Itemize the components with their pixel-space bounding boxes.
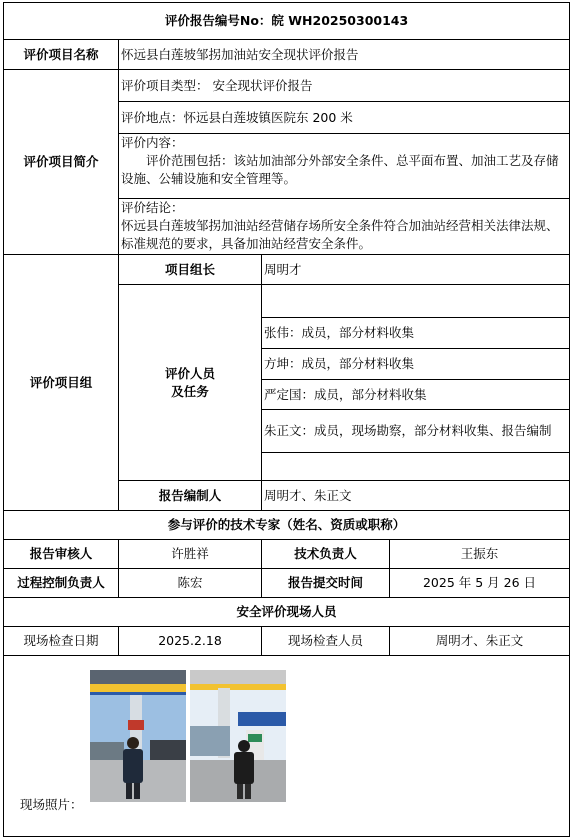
report-number-row [4, 3, 570, 40]
members-label-line-1: 评价人员 [164, 365, 215, 381]
member-cell: 朱正文：成员，现场勘察，部分材料收集、报告编制 [262, 410, 570, 453]
member-cell: 方坤：成员，部分材料收集 [262, 349, 570, 380]
report-number-value: No：皖 WH20250300143 [239, 13, 409, 28]
review-row [4, 540, 570, 569]
process-value: 陈宏 [119, 569, 262, 598]
leader-label: 项目组长 [119, 255, 262, 285]
intro-label: 评价项目简介 [4, 70, 119, 255]
tech-lead-label: 技术负责人 [262, 540, 390, 569]
members-label-line-2: 及任务 [171, 383, 209, 399]
intro-type-row [4, 70, 570, 102]
evaluation-info-table [3, 2, 570, 837]
site-photo-1 [90, 670, 186, 802]
intro-type: 评价项目类型： 安全现状评价报告 [119, 70, 570, 102]
author-label: 报告编制人 [119, 481, 262, 511]
site-date-label: 现场检查日期 [4, 627, 119, 656]
process-row [4, 569, 570, 598]
project-name-value: 怀远县白莲坡邹拐加油站安全现状评价报告 [119, 40, 570, 70]
member-cell [262, 453, 570, 481]
leader-value: 周明才 [262, 255, 570, 285]
experts-header: 参与评价的技术专家（姓名、资质或职称） [4, 511, 570, 540]
site-header: 安全评价现场人员 [4, 598, 570, 627]
gas-station-photo-2 [190, 670, 286, 802]
project-name-row [4, 40, 570, 70]
experts-header-row [4, 511, 570, 540]
team-leader-row [4, 255, 570, 285]
submit-value: 2025 年 5 月 26 日 [390, 569, 570, 598]
photo-row [4, 656, 570, 837]
intro-content [119, 134, 570, 199]
reviewer-value: 许胜祥 [119, 540, 262, 569]
intro-conclusion-title: 评价结论： [121, 200, 184, 215]
report-number-cell [4, 3, 570, 40]
site-people-value: 周明才、朱正文 [390, 627, 570, 656]
reviewer-label: 报告审核人 [4, 540, 119, 569]
gas-station-photo-1 [90, 670, 186, 802]
site-photo-2 [190, 670, 286, 802]
tech-lead-value: 王振东 [390, 540, 570, 569]
intro-conclusion-body: 怀远县白莲坡邹拐加油站经营储存场所安全条件符合加油站经营相关法律法规、标准规范的要求，具备加油站经营安全条件。 [121, 218, 559, 251]
team-label: 评价项目组 [4, 255, 119, 511]
member-cell: 张伟：成员，部分材料收集 [262, 318, 570, 349]
site-people-label: 现场检查人员 [262, 627, 390, 656]
author-value: 周明才、朱正文 [262, 481, 570, 511]
members-label [119, 285, 262, 481]
member-cell: 严定国：成员，部分材料收集 [262, 380, 570, 410]
photo-area [4, 656, 569, 836]
site-date-value: 2025.2.18 [119, 627, 262, 656]
photo-label: 现场照片： [20, 797, 83, 812]
intro-content-title: 评价内容： [121, 135, 184, 150]
site-info-row [4, 627, 570, 656]
intro-content-body: 评价范围包括：该站加油部分外部安全条件、总平面布置、加油工艺及存储设施、公辅设施和安全管理等。 [121, 153, 559, 186]
report-number-label: 评价报告编号 [164, 13, 240, 28]
site-header-row [4, 598, 570, 627]
member-cell [262, 285, 570, 318]
photo-cell [4, 656, 570, 837]
intro-conclusion [119, 199, 570, 255]
process-label: 过程控制负责人 [4, 569, 119, 598]
submit-label: 报告提交时间 [262, 569, 390, 598]
intro-location: 评价地点：怀远县白莲坡镇医院东 200 米 [119, 102, 570, 134]
project-name-label: 评价项目名称 [4, 40, 119, 70]
report-page [3, 2, 569, 837]
